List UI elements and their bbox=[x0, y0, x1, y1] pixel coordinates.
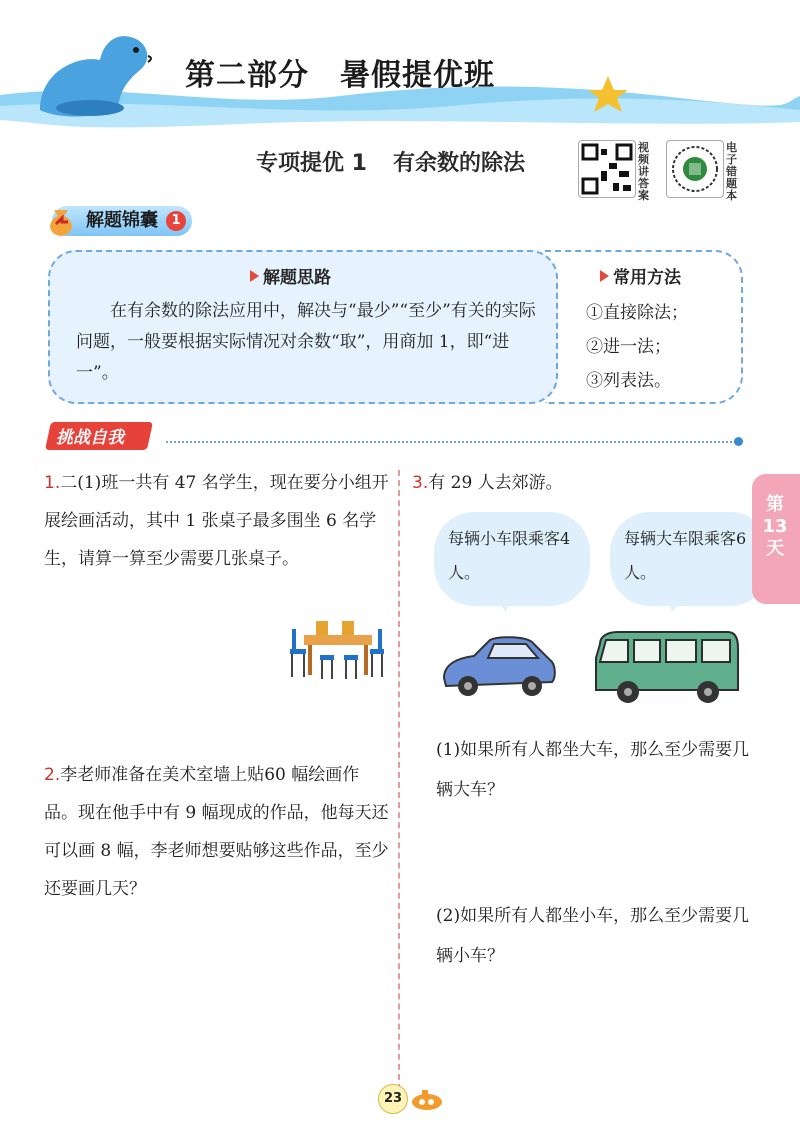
qr-code-icon-2[interactable] bbox=[666, 140, 724, 198]
question-3-part-1: (1)如果所有人都坐大车，那么至少需要几辆大车？ bbox=[436, 740, 750, 800]
money-bag-icon bbox=[44, 202, 78, 238]
column-divider bbox=[398, 470, 400, 1090]
qr-code-icon[interactable] bbox=[578, 140, 636, 198]
tips-badge-number: 1 bbox=[166, 211, 186, 231]
tips-badge-label: 解题锦囊 bbox=[86, 210, 158, 231]
bubble-tail-icon bbox=[488, 590, 518, 614]
qr-label-video: 视频讲答案 bbox=[638, 141, 649, 202]
challenge-dotted-line bbox=[166, 441, 736, 443]
page-number: 23 bbox=[378, 1084, 408, 1114]
speech-bubble-small-car: 每辆小车限乘客4人。 bbox=[434, 512, 590, 606]
table-chairs-icon bbox=[286, 615, 386, 681]
day-side-tab-label: 第13天 bbox=[762, 494, 788, 559]
method-item: ②进一法； bbox=[586, 337, 671, 357]
submarine-icon bbox=[410, 1086, 444, 1112]
challenge-label: 挑战自我 bbox=[56, 428, 124, 448]
question-3 bbox=[412, 464, 772, 502]
triangle-marker-icon bbox=[250, 270, 259, 282]
approach-heading: 解题思路 bbox=[250, 263, 331, 288]
qr-label-error-book: 电子错题本 bbox=[726, 141, 737, 202]
bubble-tail-icon bbox=[664, 590, 694, 614]
triangle-marker-icon bbox=[600, 270, 609, 282]
question-2-text: 李老师准备在美术室墙上贴60 幅绘画作品。现在他手中有 9 幅现成的作品，他每天还可以画 8 幅，李老师想要贴够这些作品，至少还要画几天？ bbox=[44, 765, 389, 899]
question-3-part-2: (2)如果所有人都坐小车，那么至少需要几辆小车？ bbox=[436, 906, 750, 966]
question-1 bbox=[44, 464, 389, 578]
question-1-text: 二(1)班一共有 47 名学生，现在要分小组开展绘画活动，其中 1 张桌子最多围坐 6 名学生，请算一算至少需要几张桌子。 bbox=[44, 473, 389, 569]
speech-bubble-big-car: 每辆大车限乘客6人。 bbox=[610, 512, 770, 606]
bus-icon bbox=[592, 628, 742, 708]
small-car-icon bbox=[438, 630, 558, 700]
part-title: 第二部分 暑假提优班 bbox=[185, 58, 495, 93]
question-3-number: 3. bbox=[412, 473, 429, 493]
methods-list bbox=[586, 296, 688, 398]
question-2-number: 2. bbox=[44, 765, 61, 785]
topic-name: 有余数的除法 bbox=[392, 151, 525, 176]
question-3-text: 有 29 人去郊游。 bbox=[428, 473, 563, 493]
topic-label: 专项提优 1 bbox=[256, 151, 367, 176]
approach-text: 在有余数的除法应用中，解决与“最少”“至少”有关的实际问题，一般要根据实际情况对余数“取”，用商加 1，即“进一”。 bbox=[76, 301, 536, 383]
topic-title bbox=[256, 146, 525, 177]
question-2 bbox=[44, 756, 389, 908]
methods-heading: 常用方法 bbox=[600, 263, 681, 288]
dot-end-icon bbox=[734, 437, 743, 446]
method-item: ③列表法。 bbox=[586, 371, 671, 391]
method-item: ①直接除法； bbox=[586, 303, 688, 323]
question-1-number: 1. bbox=[44, 473, 61, 493]
